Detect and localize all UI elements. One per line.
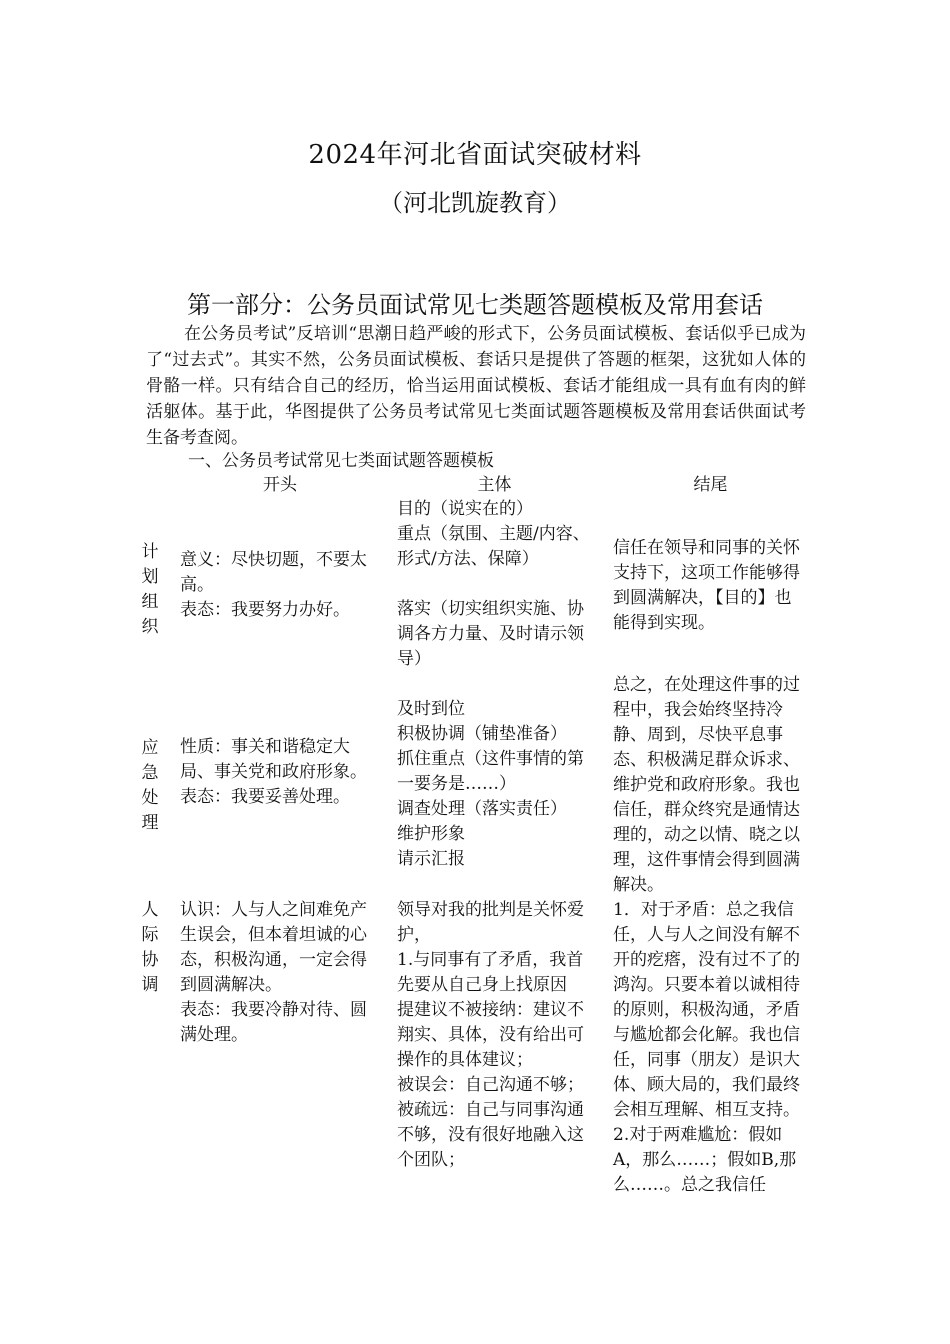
row-category-plan: 计 划 组 织 xyxy=(141,542,159,637)
row-ending-emergency: 总之，在处理这件事的过程中，我会始终坚持冷静、周到，尽快平息事态、积极满足群众诉求、维护党和政府形象。我也信任，群众终究是通情达理的，动之以情、晓之以理，这件事情会得到圆满解决。 xyxy=(613,675,800,895)
row-opening-plan: 意义：尽快切题，不要太高。 表态：我要努力办好。 xyxy=(180,550,367,620)
table-subheading: 一、公务员考试常见七类面试题答题模板 xyxy=(188,451,494,471)
row-ending-interpersonal: 1．对于矛盾：总之我信任，人与人之间没有解不开的疙瘩，没有过不了的鸿沟。只要本着以诚相待的原则，积极沟通，矛盾与尴尬都会化解。我也信任，同事（朋友）是识大体、顾大局的，我们最终会相互理解、相互支持。 2.对于两难尴尬：假如A，那么……；假如B,那么……。总之我信任 xyxy=(613,900,800,1195)
row-category-emergency: 应 急 处 理 xyxy=(141,738,159,833)
column-header-opening: 开头 xyxy=(263,475,297,495)
row-category-interpersonal: 人 际 协 调 xyxy=(141,900,159,995)
row-body-emergency: 及时到位 积极协调（铺垫准备） 抓住重点（这件事情的第一要务是……） 调查处理（落实责任） 维护形象 请示汇报 xyxy=(397,699,584,869)
row-opening-interpersonal: 认识：人与人之间难免产生误会，但本着坦诚的心态，积极沟通，一定会得到圆满解决。 表态：我要冷静对待、圆满处理。 xyxy=(180,900,367,1045)
column-header-body: 主体 xyxy=(477,475,512,495)
document-subtitle: （河北凯旋教育） xyxy=(379,189,571,217)
column-header-ending: 结尾 xyxy=(693,475,728,495)
row-ending-plan: 信任在领导和同事的关怀支持下，这项工作能够得到圆满解决，【目的】也能得到实现。 xyxy=(613,538,800,633)
document-title: 2024年河北省面试突破材料 xyxy=(308,140,642,170)
row-body-interpersonal: 领导对我的批判是关怀爱护， 1.与同事有了矛盾，我首先要从自己身上找原因 提建议不被接纳：建议不翔实、具体，没有给出可操作的具体建议； 被误会：自己沟通不够； 被疏远：自己与同事沟通不够，没有很好地融入这个团队； xyxy=(397,900,584,1170)
intro-paragraph: 在公务员考试”反培训“思潮日趋严峻的形式下，公务员面试模板、套话似乎已成为了“过去式”。其实不然，公务员面试模板、套话只是提供了答题的框架，这犹如人体的骨骼一样。只有结合自己的经历，恰当运用面试模板、套话才能组成一具有血有肉的鲜活躯体。基于此，华图提供了公务员考试常见七类面试题答题模板及常用套话供面试考生备考查阅。 xyxy=(146,324,806,448)
part-title: 第一部分：公务员面试常见七类题答题模板及常用套话 xyxy=(187,291,763,319)
row-body-plan: 目的（说实在的） 重点（氛围、主题/内容、形式/方法、保障） 落实（切实组织实施、协调各方力量、及时请示领导） xyxy=(397,499,590,669)
row-opening-emergency: 性质：事关和谐稳定大局、事关党和政府形象。 表态：我要妥善处理。 xyxy=(180,737,367,807)
